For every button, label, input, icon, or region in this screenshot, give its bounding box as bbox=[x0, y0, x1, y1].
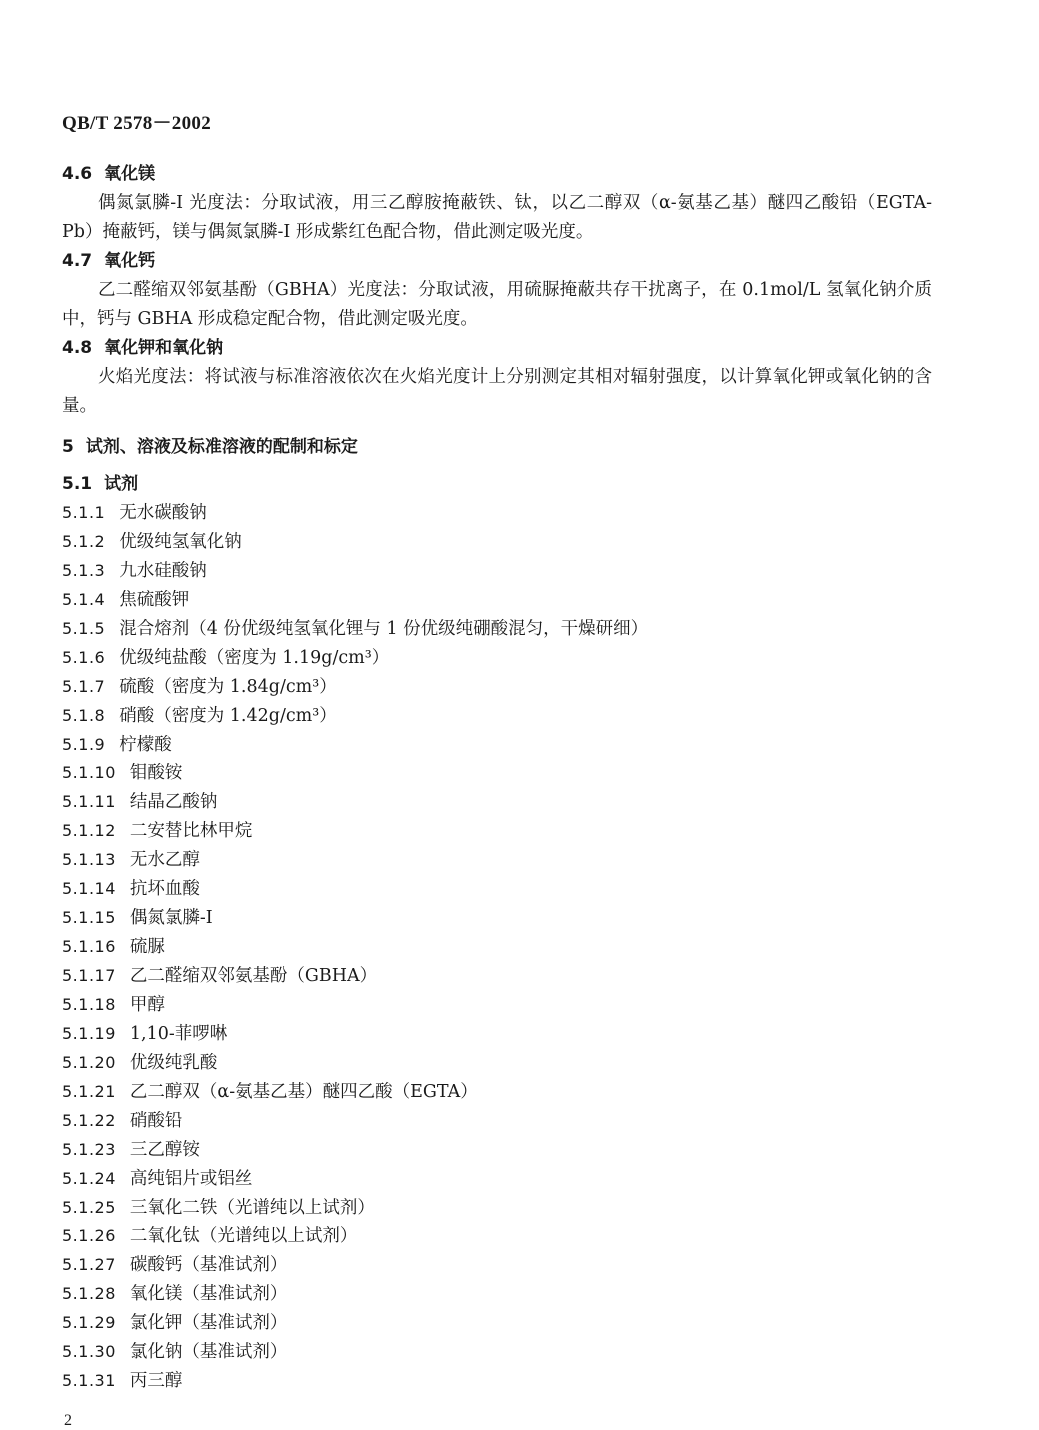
item-number: 5.1.21 bbox=[62, 1081, 116, 1101]
item-text: 二安替比林甲烷 bbox=[129, 821, 253, 842]
list-item bbox=[62, 875, 932, 904]
item-number: 5.1.22 bbox=[62, 1110, 116, 1130]
item-number: 5.1.23 bbox=[62, 1139, 116, 1159]
section-paragraph-4-8: 火焰光度法：将试液与标准溶液依次在火焰光度计上分别测定其相对辐射强度，以计算氧化钾或氧化钠的含量。 bbox=[62, 367, 932, 416]
item-number: 5.1.1 bbox=[62, 503, 106, 522]
list-item bbox=[62, 991, 932, 1020]
item-number: 5.1.7 bbox=[62, 676, 106, 696]
section-heading-4-8 bbox=[62, 334, 932, 363]
item-text: 乙二醇双（α-氨基乙基）醚四乙酸（EGTA） bbox=[129, 1081, 478, 1102]
list-item bbox=[62, 1136, 932, 1165]
page-content bbox=[62, 160, 932, 1396]
item-text: 焦硫酸钾 bbox=[119, 589, 190, 610]
item-number: 5.1.5 bbox=[62, 618, 106, 638]
section-number: 5.1 bbox=[62, 474, 93, 494]
item-number: 5.1.15 bbox=[62, 908, 116, 928]
section-number: 4.7 bbox=[62, 251, 93, 271]
list-item bbox=[62, 1367, 932, 1396]
item-number: 5.1.14 bbox=[62, 879, 116, 899]
item-number: 5.1.9 bbox=[62, 734, 106, 754]
section-paragraph-4-7: 乙二醛缩双邻氨基酚（GBHA）光度法：分取试液，用硫脲掩蔽共存干扰离子，在 0.1mol/L 氢氧化钠介质中，钙与 GBHA 形成稳定配合物，借此测定吸光度。 bbox=[62, 280, 932, 329]
page-number: 2 bbox=[64, 1412, 72, 1429]
item-text: 硫脲 bbox=[129, 937, 165, 958]
list-item bbox=[62, 933, 932, 962]
item-number: 5.1.16 bbox=[62, 937, 116, 957]
item-text: 丙三醇 bbox=[129, 1371, 183, 1392]
item-text: 硝酸（密度为 1.42g/cm³） bbox=[119, 705, 337, 726]
item-text: 硫酸（密度为 1.84g/cm³） bbox=[119, 676, 337, 697]
item-text: 无水乙醇 bbox=[129, 850, 200, 871]
list-item bbox=[62, 1107, 932, 1136]
section-heading-4-7 bbox=[62, 247, 932, 276]
list-item bbox=[62, 499, 932, 528]
item-number: 5.1.28 bbox=[62, 1284, 116, 1304]
list-item bbox=[62, 846, 932, 875]
item-text: 抗坏血酸 bbox=[129, 879, 200, 900]
item-number: 5.1.8 bbox=[62, 705, 106, 725]
item-number: 5.1.30 bbox=[62, 1342, 116, 1362]
list-item bbox=[62, 1078, 932, 1107]
section-title: 试剂 bbox=[104, 474, 139, 494]
item-number: 5.1.18 bbox=[62, 994, 116, 1014]
item-text: 氧化镁（基准试剂） bbox=[129, 1284, 288, 1305]
item-number: 5.1.29 bbox=[62, 1313, 116, 1333]
list-item bbox=[62, 1049, 932, 1078]
item-text: 1,10-菲啰啉 bbox=[129, 1023, 228, 1044]
section-heading-4-6 bbox=[62, 160, 932, 189]
list-item bbox=[62, 615, 932, 644]
section-number: 4.8 bbox=[62, 338, 93, 358]
list-item bbox=[62, 586, 932, 615]
document-header: QB/T 2578－2002 bbox=[62, 113, 212, 134]
item-number: 5.1.12 bbox=[62, 821, 116, 841]
list-item bbox=[62, 1251, 932, 1280]
item-text: 氯化钠（基准试剂） bbox=[129, 1342, 288, 1363]
item-number: 5.1.2 bbox=[62, 531, 106, 551]
item-number: 5.1.26 bbox=[62, 1226, 116, 1246]
list-item bbox=[62, 731, 932, 760]
item-text: 甲醇 bbox=[129, 994, 165, 1015]
list-item bbox=[62, 1020, 932, 1049]
list-item bbox=[62, 1194, 932, 1223]
item-text: 柠檬酸 bbox=[119, 734, 172, 755]
item-text: 三氧化二铁（光谱纯以上试剂） bbox=[129, 1197, 375, 1218]
section-number: 5 bbox=[62, 437, 74, 457]
list-item bbox=[62, 904, 932, 933]
list-item bbox=[62, 644, 932, 673]
item-number: 5.1.6 bbox=[62, 647, 106, 667]
item-text: 混合熔剂（4 份优级纯氢氧化锂与 1 份优级纯硼酸混匀，干燥研细） bbox=[119, 618, 649, 639]
section-heading-5 bbox=[62, 433, 932, 462]
item-text: 硝酸铅 bbox=[129, 1110, 183, 1131]
item-text: 乙二醛缩双邻氨基酚（GBHA） bbox=[129, 966, 378, 986]
list-item bbox=[62, 759, 932, 788]
section-title: 氧化钾和氧化钠 bbox=[104, 338, 224, 358]
item-text: 高纯铝片或铝丝 bbox=[129, 1168, 253, 1189]
list-item bbox=[62, 962, 932, 991]
item-number: 5.1.24 bbox=[62, 1168, 116, 1188]
item-number: 5.1.25 bbox=[62, 1197, 116, 1217]
item-number: 5.1.31 bbox=[62, 1371, 116, 1391]
item-number: 5.1.10 bbox=[62, 763, 116, 783]
section-title: 氧化钙 bbox=[104, 251, 156, 271]
list-item bbox=[62, 1222, 932, 1251]
item-number: 5.1.20 bbox=[62, 1052, 116, 1072]
item-text: 无水碳酸钠 bbox=[119, 503, 207, 523]
list-item bbox=[62, 702, 932, 731]
item-text: 优级纯盐酸（密度为 1.19g/cm³） bbox=[119, 647, 390, 668]
item-text: 优级纯氢氧化钠 bbox=[119, 531, 242, 552]
item-number: 5.1.13 bbox=[62, 850, 116, 870]
list-item bbox=[62, 788, 932, 817]
item-text: 结晶乙酸钠 bbox=[129, 792, 218, 813]
item-text: 氯化钾（基准试剂） bbox=[129, 1313, 288, 1334]
list-item bbox=[62, 1165, 932, 1194]
item-number: 5.1.27 bbox=[62, 1255, 116, 1275]
section-paragraph-4-6: 偶氮氯膦-I 光度法：分取试液，用三乙醇胺掩蔽铁、钛，以乙二醇双（α-氨基乙基）醚四乙酸铅（EGTA-Pb）掩蔽钙，镁与偶氮氯膦-I 形成紫红色配合物，借此测定吸光度。 bbox=[62, 193, 932, 242]
item-text: 二氧化钛（光谱纯以上试剂） bbox=[129, 1226, 358, 1247]
section-number: 4.6 bbox=[62, 164, 93, 184]
subsection-heading-5-1 bbox=[62, 470, 932, 499]
reagent-list bbox=[62, 499, 932, 1396]
list-item bbox=[62, 1338, 932, 1367]
item-number: 5.1.4 bbox=[62, 589, 106, 609]
list-item bbox=[62, 1309, 932, 1338]
item-text: 碳酸钙（基准试剂） bbox=[129, 1255, 288, 1276]
item-number: 5.1.3 bbox=[62, 560, 106, 580]
list-item bbox=[62, 528, 932, 557]
item-text: 三乙醇铵 bbox=[129, 1139, 200, 1160]
item-text: 优级纯乳酸 bbox=[129, 1052, 218, 1073]
list-item bbox=[62, 673, 932, 702]
list-item bbox=[62, 557, 932, 586]
item-text: 偶氮氯膦-I bbox=[129, 908, 213, 929]
item-number: 5.1.17 bbox=[62, 966, 116, 985]
section-title: 试剂、溶液及标准溶液的配制和标定 bbox=[85, 437, 358, 457]
item-number: 5.1.11 bbox=[62, 792, 116, 812]
item-text: 九水硅酸钠 bbox=[119, 560, 207, 581]
item-text: 钼酸铵 bbox=[129, 763, 183, 784]
list-item bbox=[62, 817, 932, 846]
list-item bbox=[62, 1280, 932, 1309]
item-number: 5.1.19 bbox=[62, 1023, 116, 1043]
section-title: 氧化镁 bbox=[104, 164, 156, 184]
